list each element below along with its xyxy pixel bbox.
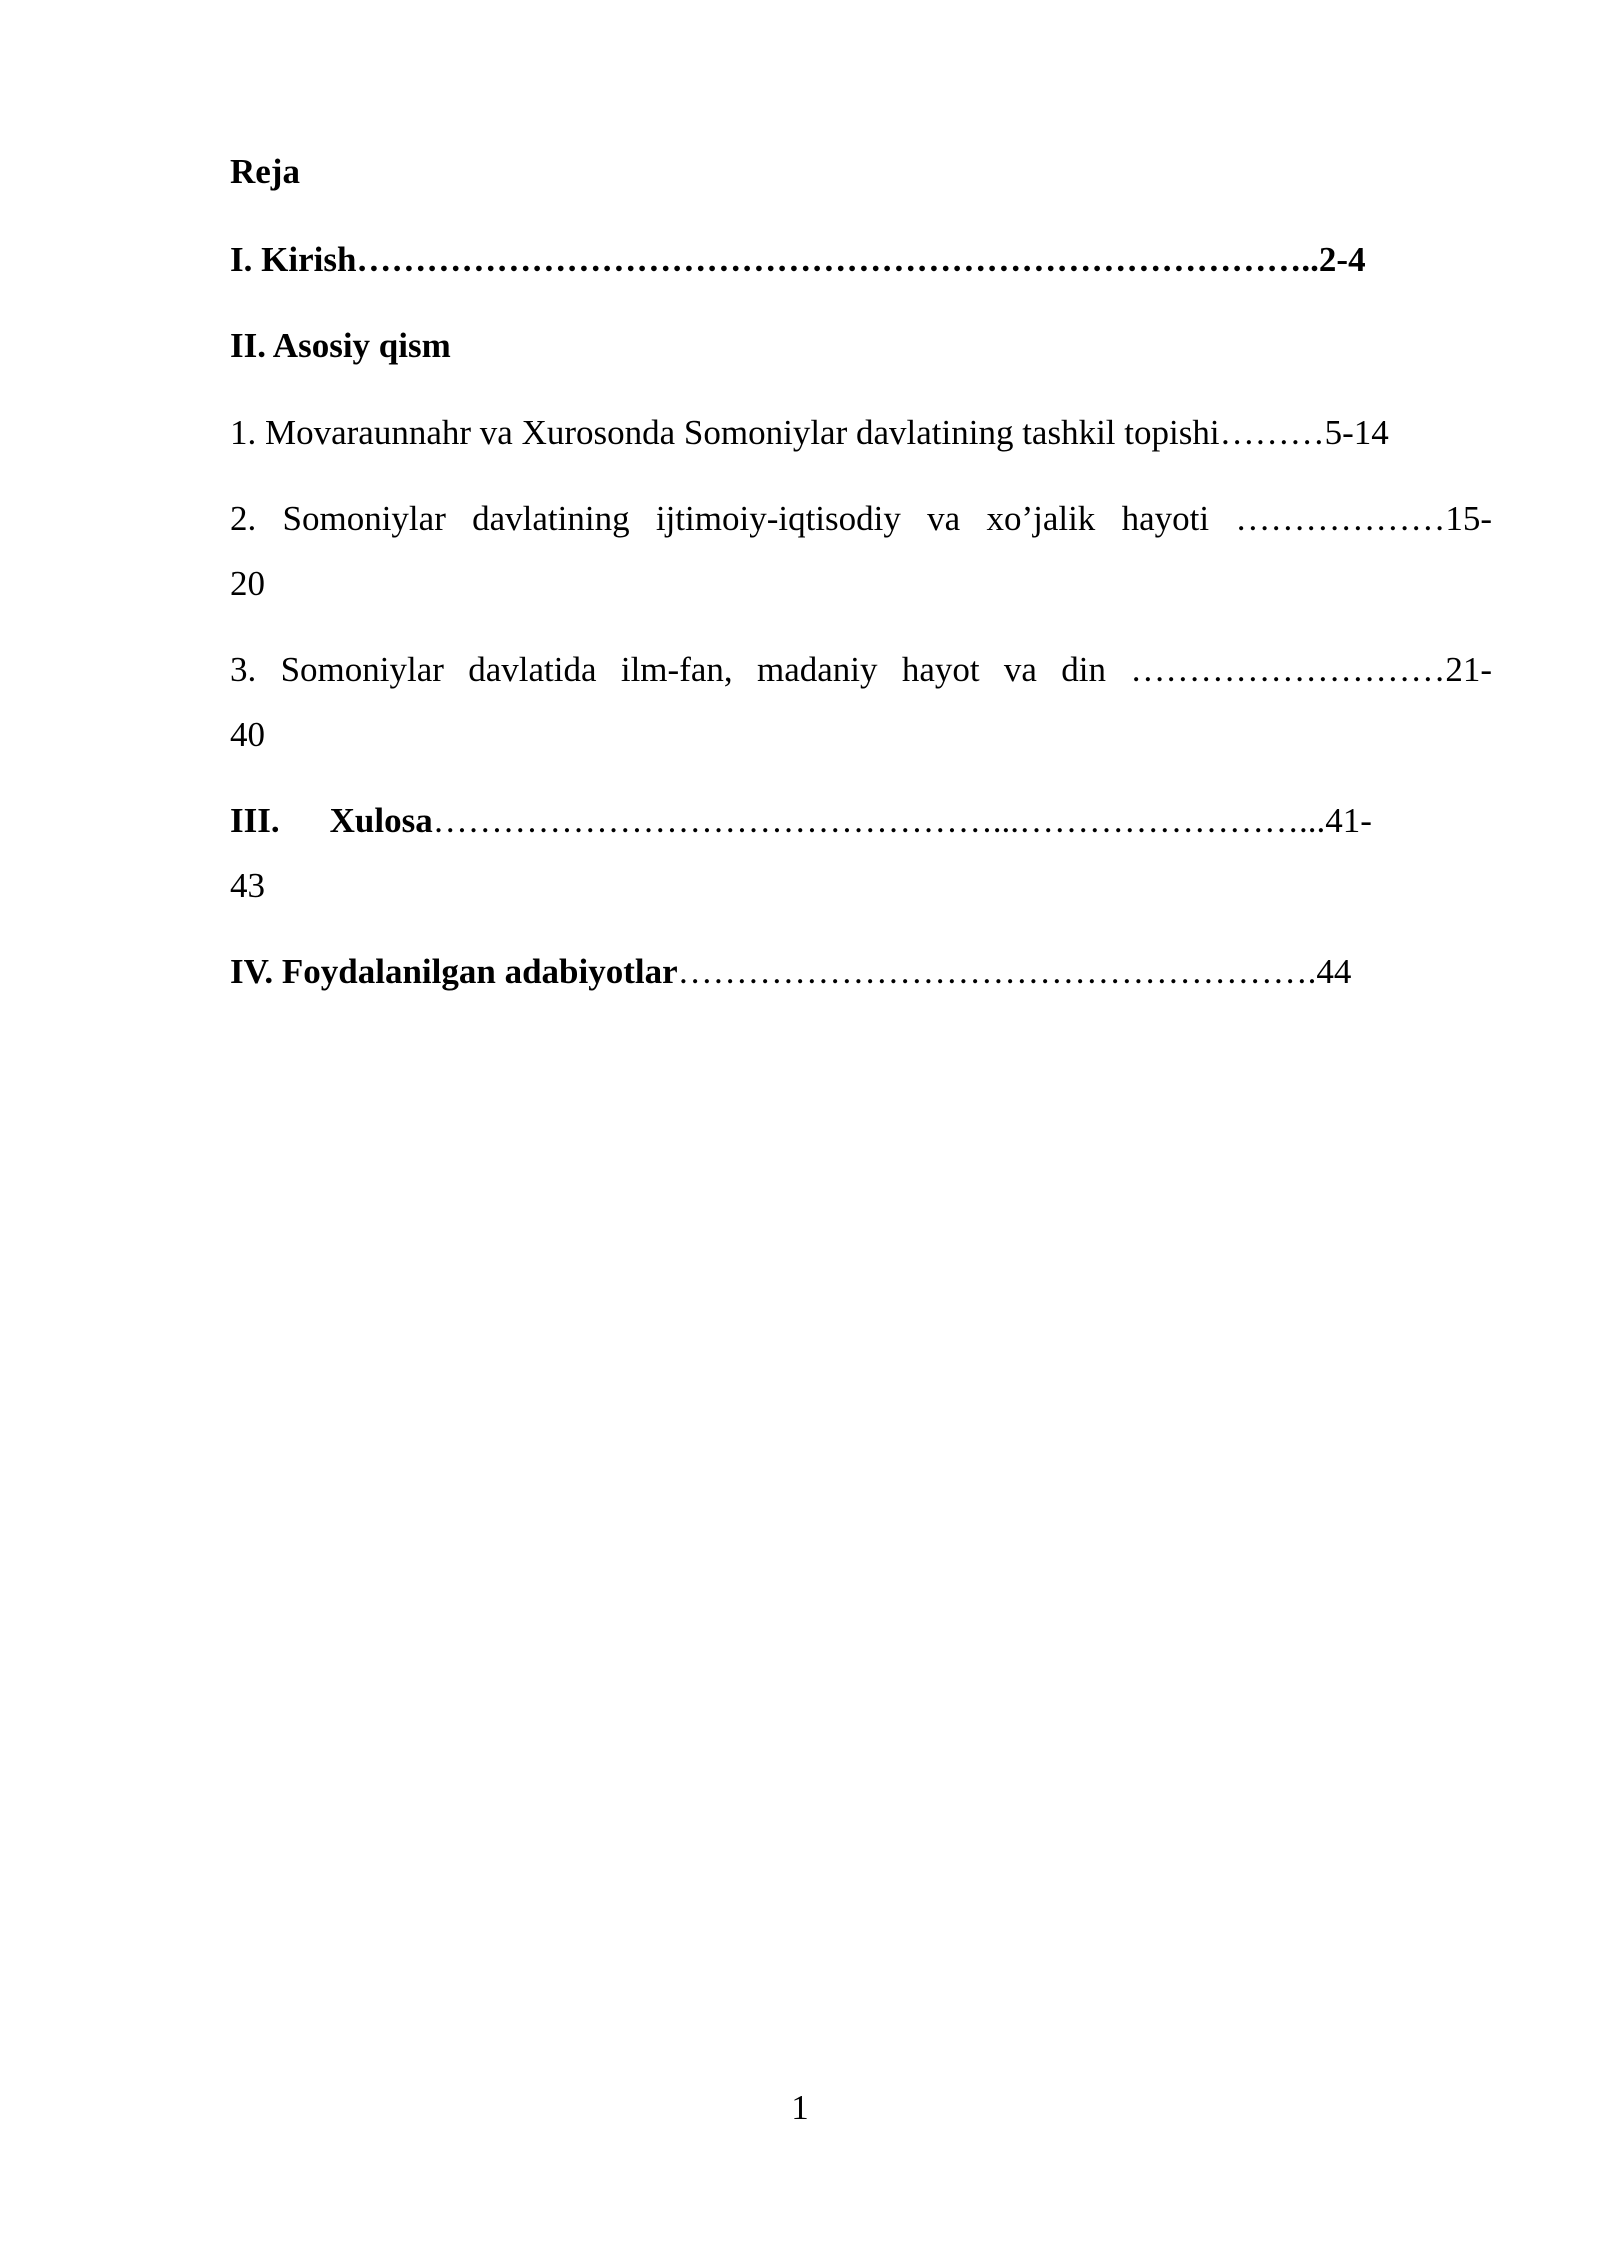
toc-xulosa-title: Xulosa <box>329 801 433 840</box>
toc-item-1: 1. Movaraunnahr va Xurosonda Somoniylar davlatining tashkil topishi………5-14 <box>230 413 1389 452</box>
toc-item-2-pages-cont: 20 <box>230 564 265 603</box>
toc-xulosa-pages-cont: 43 <box>230 866 265 905</box>
page-number: 1 <box>791 2088 809 2127</box>
toc-xulosa-leader: …………………………………………...……………………...41- <box>432 801 1372 840</box>
toc-adabiyotlar-leader: ……………………………………………….44 <box>677 952 1352 991</box>
toc-adabiyotlar <box>230 952 1351 992</box>
toc-item-3-pages-cont: 40 <box>230 715 265 754</box>
toc-item-3: 3. Somoniylar davlatida ilm-fan, madaniy hayot va din ………………………21- <box>230 650 1492 689</box>
toc-xulosa-number: III. <box>230 801 280 840</box>
toc-kirish: I. Kirish………………………………………………………………………..2-4 <box>230 240 1366 279</box>
page-title: Reja <box>230 152 300 191</box>
toc-xulosa <box>230 801 1372 841</box>
toc-adabiyotlar-title: IV. Foydalanilgan adabiyotlar <box>230 952 678 991</box>
toc-item-2: 2. Somoniylar davlatining ijtimoiy-iqtisodiy va xo’jalik hayoti ………………15- <box>230 499 1492 538</box>
toc-asosiy-qism: II. Asosiy qism <box>230 326 451 365</box>
